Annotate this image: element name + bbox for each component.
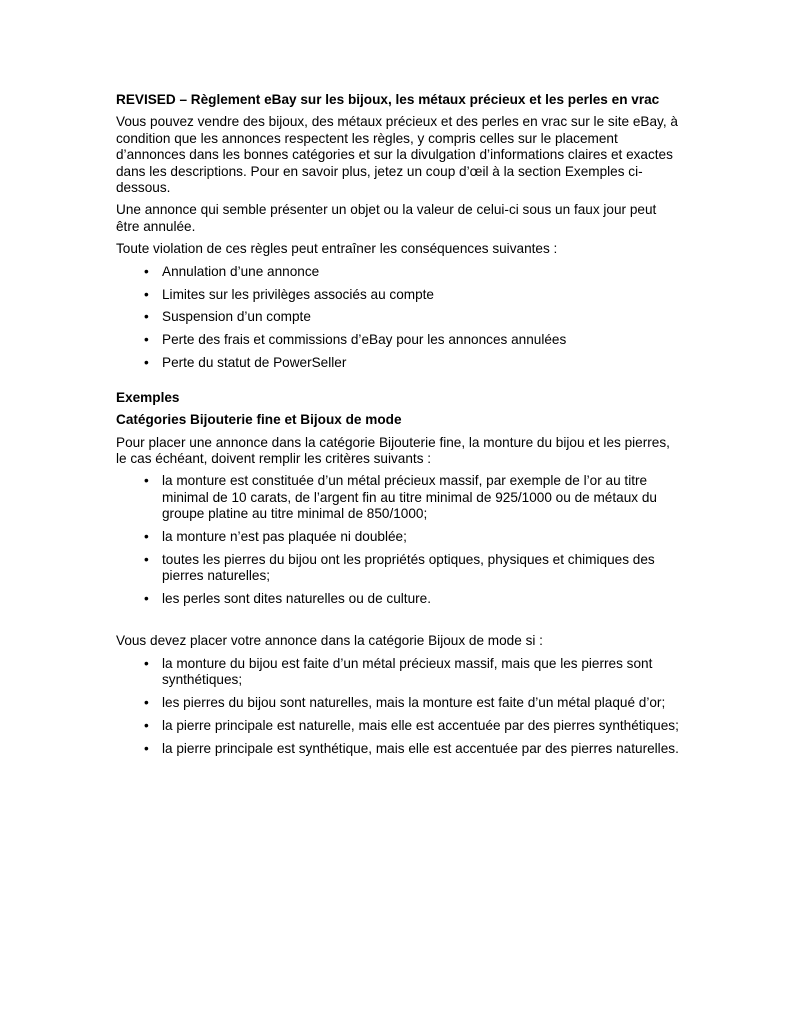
fashion-jewelry-criteria-list	[116, 656, 679, 758]
list-item-text: la pierre principale est naturelle, mais elle est accentuée par des pierres synthétiques;	[162, 717, 679, 733]
bullet-icon: •	[144, 473, 149, 489]
list-item	[116, 473, 679, 522]
bullet-icon: •	[144, 529, 149, 545]
list-item-text: Perte du statut de PowerSeller	[162, 355, 347, 371]
list-item	[116, 552, 679, 585]
list-item-text: la monture n’est pas plaquée ni doublée;	[162, 529, 407, 545]
bullet-icon: •	[144, 309, 149, 325]
bullet-icon: •	[144, 332, 149, 348]
list-item	[116, 695, 679, 711]
list-item	[116, 287, 679, 303]
bullet-icon: •	[144, 740, 149, 756]
fine-jewelry-intro: Pour placer une annonce dans la catégorie Bijouterie fine, la monture du bijou et les pierres, le cas échéant, doivent remplir les critères suivants :	[116, 434, 670, 466]
list-item-text: la pierre principale est synthétique, mais elle est accentuée par des pierres naturelles.	[162, 740, 679, 756]
list-item	[116, 529, 679, 545]
list-item	[116, 264, 679, 280]
section-spacer	[116, 614, 679, 633]
list-item-text: toutes les pierres du bijou ont les propriétés optiques, physiques et chimiques des pierres naturelles;	[162, 551, 655, 584]
list-item-text: la monture du bijou est faite d’un métal précieux massif, mais que les pierres sont synthétiques;	[162, 655, 653, 687]
bullet-icon: •	[144, 717, 149, 733]
list-item	[116, 332, 679, 348]
examples-heading: Exemples	[116, 389, 180, 405]
document-title: REVISED – Règlement eBay sur les bijoux, les métaux précieux et les perles en vrac	[116, 92, 660, 107]
consequences-intro: Toute violation de ces règles peut entraîner les conséquences suivantes :	[116, 241, 558, 257]
fine-jewelry-criteria-list	[116, 473, 679, 607]
categories-heading: Catégories Bijouterie fine et Bijoux de mode	[116, 412, 402, 428]
list-item-text: Annulation d’une annonce	[162, 263, 320, 279]
bullet-icon: •	[144, 591, 149, 607]
bullet-icon: •	[144, 694, 149, 710]
bullet-icon: •	[144, 263, 149, 279]
list-item-text: Limites sur les privilèges associés au compte	[162, 286, 434, 302]
consequences-list	[116, 264, 679, 372]
bullet-icon: •	[144, 286, 149, 302]
list-item	[116, 718, 679, 734]
false-listing-paragraph: Une annonce qui semble présenter un objet ou la valeur de celui-ci sous un faux jour peut être annulée.	[116, 202, 657, 234]
list-item	[116, 741, 679, 757]
bullet-icon: •	[144, 655, 149, 671]
list-item	[116, 656, 679, 689]
list-item-text: la monture est constituée d’un métal précieux massif, par exemple de l’or au titre minimal de 10 carats, de l’argent fin au titre minimal de 925/1000 ou de métaux du groupe platine au titre minimal de 850/1000;	[162, 473, 657, 522]
list-item	[116, 591, 679, 607]
intro-paragraph: Vous pouvez vendre des bijoux, des métaux précieux et des perles en vrac sur le site eBay, à condition que les annonces respectent les règles, y compris celles sur le placement d’annonces dans les bonnes catégories et sur la divulgation d’informations claires et exactes dans les descriptions. Pour en savoir plus, jetez un coup d’œil à la section Exemples ci-dessous.	[116, 114, 678, 196]
list-item	[116, 355, 679, 371]
fashion-jewelry-intro: Vous devez placer votre annonce dans la catégorie Bijoux de mode si :	[116, 633, 543, 649]
list-item-text: Suspension d’un compte	[162, 309, 311, 325]
list-item	[116, 309, 679, 325]
bullet-icon: •	[144, 551, 149, 567]
list-item-text: les pierres du bijou sont naturelles, mais la monture est faite d’un métal plaqué d’or;	[162, 694, 666, 710]
list-item-text: Perte des frais et commissions d’eBay pour les annonces annulées	[162, 332, 567, 348]
bullet-icon: •	[144, 355, 149, 371]
list-item-text: les perles sont dites naturelles ou de culture.	[162, 591, 432, 607]
